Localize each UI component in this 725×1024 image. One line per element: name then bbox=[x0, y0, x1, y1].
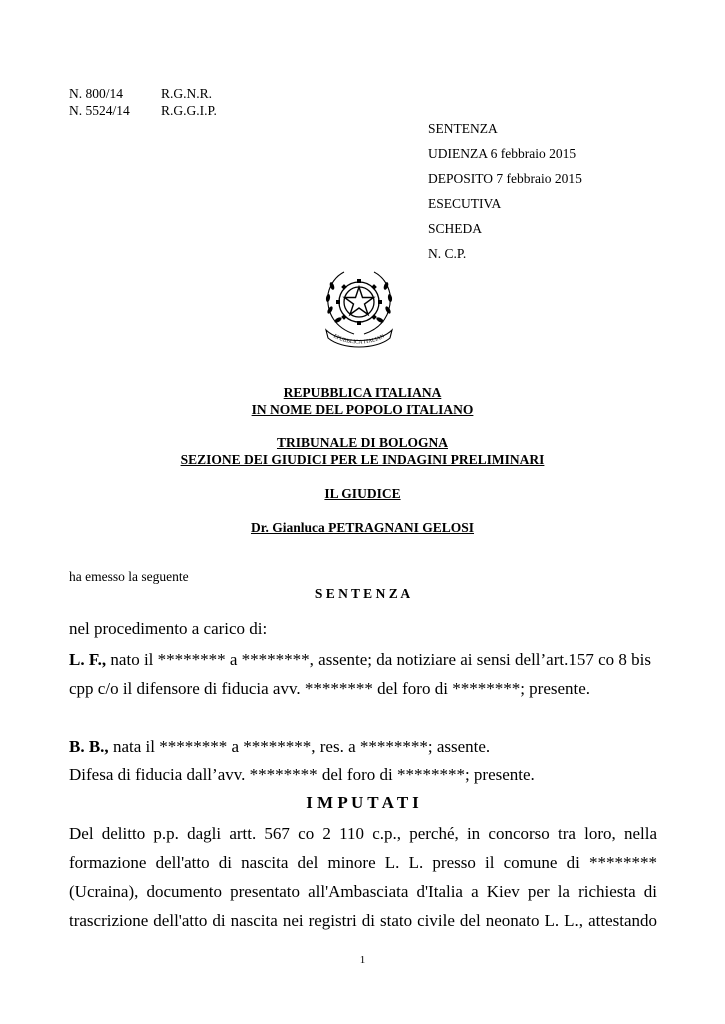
status-esecutiva: ESECUTIVA bbox=[428, 196, 502, 211]
defendant-2-line-2: Difesa di fiducia dall’avv. ******** del foro di ********; presente. bbox=[69, 765, 535, 784]
status-udienza: UDIENZA 6 febbraio 2015 bbox=[428, 146, 577, 161]
defendant-2-details: nata il ******** a ********, res. a ********; assente. bbox=[108, 737, 491, 756]
defendant-1-name: L. F., bbox=[69, 650, 107, 669]
heading-court: TRIBUNALE DI BOLOGNA bbox=[276, 435, 449, 450]
charge-line: trascrizione dell'atto di nascita nei registri di stato civile del neonato L. L., attestando bbox=[69, 911, 657, 930]
defendant-2-name: B. B., bbox=[69, 737, 109, 756]
status-ncp: N. C.P. bbox=[428, 246, 467, 261]
defendant-2-line-1 bbox=[69, 737, 490, 757]
charge-line: Del delitto p.p. dagli artt. 567 co 2 110 c.p., perché, in concorso tra loro, nella bbox=[69, 824, 657, 843]
case-number-value: N. 5524/14 bbox=[69, 103, 130, 118]
defendant-1-details: nato il ******** a ********, assente; da notiziare ai sensi dell’art.157 co 8 bis bbox=[106, 650, 651, 669]
heading-people: IN NOME DEL POPOLO ITALIANO bbox=[251, 402, 474, 417]
defendant-1-line-1 bbox=[69, 650, 657, 670]
case-register-1: R.G.N.R. bbox=[161, 86, 213, 101]
case-register-2: R.G.G.I.P. bbox=[161, 103, 217, 118]
charge-line: formazione dell'atto di nascita del minore L. L. presso il comune di ******** bbox=[69, 853, 657, 872]
case-number-2 bbox=[69, 103, 130, 119]
status-sentenza: SENTENZA bbox=[428, 121, 498, 136]
proceeding-text: nel procedimento a carico di: bbox=[69, 619, 268, 638]
imputati-title: I M P U T A T I bbox=[306, 793, 419, 812]
case-number-1 bbox=[69, 86, 123, 102]
heading-judge-name: Dr. Gianluca PETRAGNANI GELOSI bbox=[250, 520, 475, 535]
intro-text: ha emesso la seguente bbox=[69, 569, 189, 584]
case-number-value: N. 800/14 bbox=[69, 86, 123, 101]
heading-section: SEZIONE DEI GIUDICI PER LE INDAGINI PRELIMINARI bbox=[180, 452, 545, 467]
sentenza-title: S E N T E N Z A bbox=[314, 586, 411, 601]
heading-judge-title: IL GIUDICE bbox=[324, 486, 401, 501]
heading-republic: REPUBBLICA ITALIANA bbox=[283, 385, 442, 400]
status-deposito: DEPOSITO 7 febbraio 2015 bbox=[428, 171, 582, 186]
defendant-1-line-2: cpp c/o il difensore di fiducia avv. ******** del foro di ********; presente. bbox=[69, 679, 591, 698]
emblem-ribbon-text: EPUBBLICA ITALIAN bbox=[332, 333, 386, 346]
charge-line: (Ucraina), documento presentato all'Ambasciata d'Italia a Kiev per la richiesta di bbox=[69, 882, 657, 901]
page-number: 1 bbox=[359, 954, 366, 966]
status-scheda: SCHEDA bbox=[428, 221, 483, 236]
italian-republic-emblem-icon bbox=[318, 262, 400, 350]
